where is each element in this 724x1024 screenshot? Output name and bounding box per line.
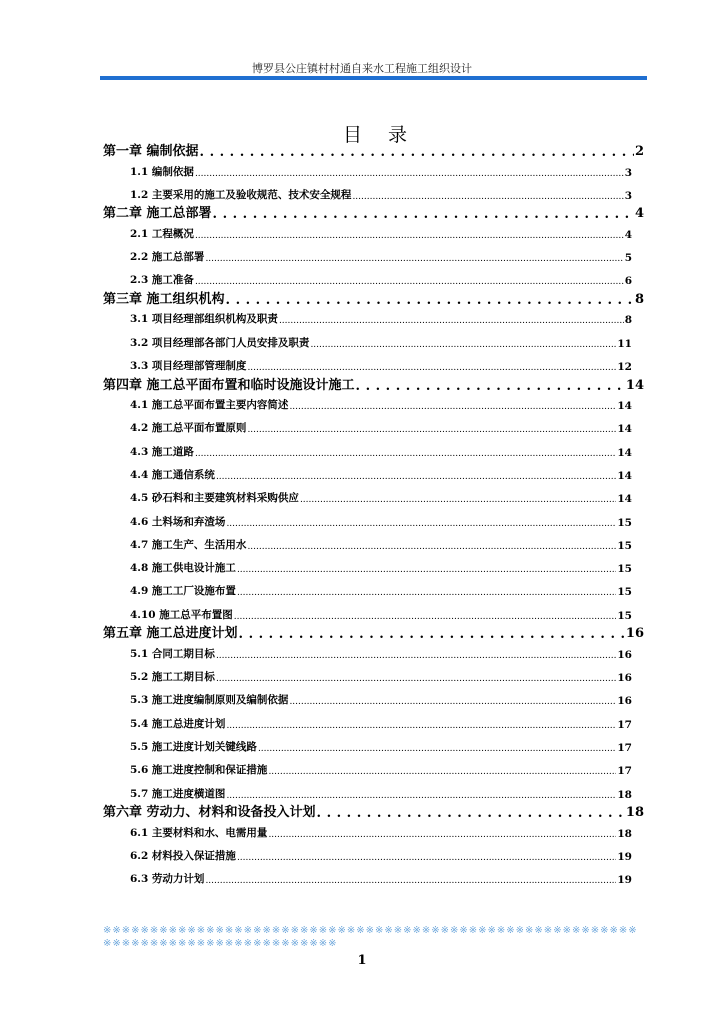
toc-entry-title: 4.5 砂石料和主要建筑材料采购供应 [130, 492, 299, 505]
toc-entry-title: 4.3 施工道路 [130, 445, 194, 458]
toc-entry-title: 4.6 土料场和弃渣场 [130, 515, 226, 528]
toc-section-entry[interactable] [103, 269, 644, 287]
toc-leader-dots [268, 826, 616, 840]
toc-entry-title: 6.3 劳动力计划 [130, 873, 205, 886]
toc-leader-dots [205, 872, 616, 886]
toc-entry-page: 14 [617, 446, 632, 459]
toc-entry-page: 15 [617, 563, 632, 576]
toc-entry-title: 5.4 施工总进度计划 [130, 717, 226, 730]
toc-chapter-entry[interactable] [103, 289, 644, 307]
toc-entry-title: 第五章 施工总进度计划 [103, 626, 238, 642]
toc-entry-page: 3 [624, 166, 632, 179]
toc-section-entry[interactable] [103, 332, 644, 350]
toc-section-entry[interactable] [103, 511, 644, 529]
toc-section-entry[interactable] [103, 822, 644, 840]
toc-leader-dots [195, 165, 624, 179]
toc-entry-page: 5 [624, 252, 632, 265]
toc-entry-title: 1.2 主要采用的施工及验收规范、技术安全规程 [130, 188, 352, 201]
toc-entry-page: 14 [625, 377, 644, 393]
toc-leader-dots [289, 398, 616, 412]
toc-chapter-entry[interactable] [103, 141, 644, 159]
toc-entry-title: 6.1 主要材料和水、电需用量 [130, 826, 268, 839]
toc-entry-title: 5.2 施工工期目标 [130, 671, 215, 683]
toc-leader-dots [317, 806, 625, 820]
toc-leader-dots [226, 787, 616, 801]
toc-entry-title: 3.2 项目经理部各部门人员安排及职责 [130, 336, 310, 349]
toc-entry-title: 第三章 施工组织机构 [103, 291, 225, 307]
toc-entry-title: 4.8 施工供电设计施工 [130, 562, 236, 575]
toc-entry-page: 14 [617, 400, 632, 412]
toc-section-entry[interactable] [103, 689, 644, 707]
toc-entry-page: 15 [617, 516, 632, 529]
toc-section-entry[interactable] [103, 713, 644, 731]
toc-chapter-entry[interactable] [103, 802, 644, 820]
toc-entry-page: 8 [624, 314, 632, 327]
toc-leader-dots [195, 273, 624, 287]
footer-decoration: ※※※※※※※※※※※※※※※※※※※※※※※※※※※※※※※※※※※※※※※※※※※※※※※※※※※※※※※※※※※※※※※※※※※※※※※※※※※※※※※※※※ [103, 925, 638, 949]
toc-leader-dots [258, 740, 616, 754]
toc-leader-dots [247, 421, 616, 435]
toc-leader-dots [300, 491, 616, 505]
toc-chapter-entry[interactable] [103, 375, 644, 393]
toc-entry-page: 18 [617, 788, 632, 801]
toc-entry-page: 18 [625, 805, 644, 820]
toc-section-entry[interactable] [103, 845, 644, 863]
toc-entry-title: 5.7 施工进度横道图 [130, 787, 226, 800]
toc-leader-dots [216, 647, 616, 661]
toc-entry-title: 4.10 施工总平布置图 [130, 608, 233, 621]
toc-chapter-entry[interactable] [103, 203, 644, 221]
toc-entry-title: 第一章 编制依据 [103, 144, 199, 159]
toc-entry-page: 15 [617, 539, 632, 552]
running-header: 博罗县公庄镇村村通自来水工程施工组织设计 [252, 62, 472, 75]
toc-section-entry[interactable] [103, 534, 644, 552]
toc-entry-title: 2.2 施工总部署 [130, 251, 205, 264]
toc-title: 目录 [342, 124, 433, 146]
toc-entry-page: 2 [634, 144, 644, 159]
toc-entry-title: 5.3 施工进度编制原则及编制依据 [130, 694, 289, 707]
toc-section-entry[interactable] [103, 417, 644, 435]
toc-leader-dots [352, 188, 623, 202]
toc-entry-page: 17 [617, 718, 632, 731]
toc-entry-page: 14 [617, 469, 632, 482]
toc-entry-page: 12 [617, 361, 632, 373]
toc-entry-page: 17 [617, 765, 632, 778]
toc-entry-title: 4.1 施工总平面布置主要内容简述 [130, 399, 289, 411]
toc-section-entry[interactable] [103, 487, 644, 505]
toc-section-entry[interactable] [103, 246, 644, 264]
toc-section-entry[interactable] [103, 666, 644, 684]
toc-entry-title: 3.1 项目经理部组织机构及职责 [130, 313, 278, 326]
toc-section-entry[interactable] [103, 355, 644, 373]
toc-entry-title: 4.7 施工生产、生活用水 [130, 538, 247, 551]
toc-section-entry[interactable] [103, 223, 644, 241]
header-rule [100, 76, 647, 80]
toc-section-entry[interactable] [103, 736, 644, 754]
toc-leader-dots [237, 584, 616, 598]
toc-leader-dots [247, 538, 616, 552]
toc-section-entry[interactable] [103, 184, 644, 202]
toc-entry-page: 6 [624, 275, 632, 288]
toc-entry-page: 14 [617, 423, 632, 436]
toc-section-entry[interactable] [103, 868, 644, 886]
toc-section-entry[interactable] [103, 308, 644, 326]
toc-section-entry[interactable] [103, 557, 644, 575]
toc-entry-title: 第二章 施工总部署 [103, 206, 212, 222]
toc-leader-dots [216, 670, 616, 684]
toc-entry-page: 4 [634, 206, 644, 222]
page-number: 1 [357, 953, 367, 968]
toc-leader-dots [213, 207, 634, 221]
toc-entry-title: 5.6 施工进度控制和保证措施 [130, 764, 268, 777]
toc-entry-title: 4.9 施工工厂设施布置 [130, 585, 236, 598]
toc-section-entry[interactable] [103, 604, 644, 622]
toc-entry-page: 14 [617, 493, 632, 506]
toc-leader-dots [289, 693, 616, 707]
toc-leader-dots [195, 227, 624, 241]
toc-entry-page: 16 [617, 672, 632, 684]
toc-leader-dots [247, 359, 616, 373]
toc-section-entry[interactable] [103, 643, 644, 661]
toc-entry-title: 第四章 施工总平面布置和临时设施设计施工 [103, 377, 355, 393]
toc-entry-page: 15 [617, 609, 632, 622]
toc-section-entry[interactable] [103, 580, 644, 598]
toc-section-entry[interactable] [103, 783, 644, 801]
toc-entry-title: 3.3 项目经理部管理制度 [130, 360, 247, 372]
toc-entry-page: 11 [617, 337, 632, 350]
toc-leader-dots [226, 293, 634, 307]
toc-leader-dots [239, 627, 625, 641]
toc-entry-page: 19 [617, 850, 632, 863]
toc-entry-title: 4.2 施工总平面布置原则 [130, 422, 247, 435]
toc-entry-page: 8 [634, 291, 644, 307]
toc-entry-title: 第六章 劳动力、材料和设备投入计划 [103, 805, 316, 820]
toc-leader-dots [216, 468, 616, 482]
toc-leader-dots [310, 336, 616, 350]
toc-entry-page: 17 [617, 741, 632, 754]
toc-entry-page: 16 [625, 626, 644, 642]
toc-entry-title: 1.1 编制依据 [130, 165, 194, 178]
toc-entry-title: 2.3 施工准备 [130, 274, 194, 287]
toc-entry-page: 4 [624, 228, 632, 241]
toc-leader-dots [226, 717, 616, 731]
toc-chapter-entry[interactable] [103, 623, 644, 641]
toc-leader-dots [226, 515, 616, 529]
toc-section-entry[interactable] [103, 441, 644, 459]
toc-entry-page: 16 [617, 648, 632, 661]
toc-leader-dots [279, 312, 624, 326]
toc-leader-dots [237, 561, 616, 575]
toc-section-entry[interactable] [103, 161, 644, 179]
toc-entry-title: 4.4 施工通信系统 [130, 468, 215, 481]
toc-entry-title: 5.1 合同工期目标 [130, 647, 215, 660]
toc-leader-dots [237, 849, 616, 863]
toc-leader-dots [205, 250, 623, 264]
toc-entry-title: 5.5 施工进度计划关键线路 [130, 740, 257, 753]
toc-leader-dots [268, 763, 616, 777]
toc-entry-page: 19 [617, 874, 632, 887]
toc-entry-page: 15 [617, 586, 632, 599]
toc-entry-title: 2.1 工程概况 [130, 227, 194, 240]
toc-section-entry[interactable] [103, 394, 644, 412]
toc-section-entry[interactable] [103, 464, 644, 482]
toc-entry-page: 18 [617, 827, 632, 840]
toc-section-entry[interactable] [103, 759, 644, 777]
toc-entry-title: 6.2 材料投入保证措施 [130, 849, 236, 862]
toc-entry-page: 3 [624, 189, 632, 202]
toc-leader-dots [234, 608, 617, 622]
toc-leader-dots [195, 445, 616, 459]
toc-leader-dots [200, 145, 634, 159]
toc-leader-dots [356, 379, 625, 393]
toc-entry-page: 16 [617, 695, 632, 708]
